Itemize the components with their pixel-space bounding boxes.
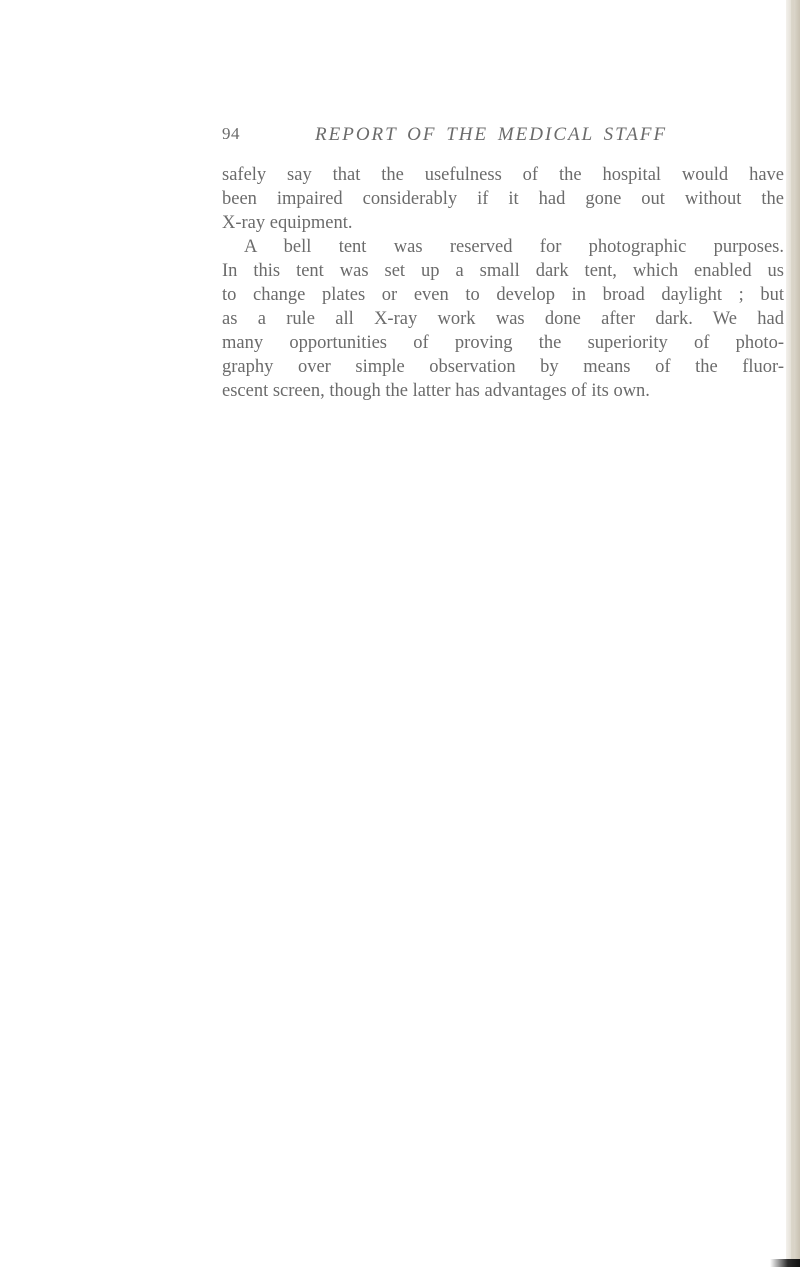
text-line: graphy over simple observation by means of the fluor- (222, 357, 784, 377)
corner-mark (770, 1259, 800, 1267)
body-text (222, 163, 784, 403)
running-head (222, 124, 784, 150)
page-edge-shadow (791, 0, 794, 1267)
text-line: to change plates or even to develop in broad daylight ; but (222, 285, 784, 305)
text-line: been impaired considerably if it had gone out without the (222, 189, 784, 209)
text-line: many opportunities of proving the superiority of photo- (222, 333, 784, 353)
text-line: In this tent was set up a small dark tent, which enabled us (222, 261, 784, 281)
page-number: 94 (222, 124, 240, 143)
text-line: safely say that the usefulness of the hospital would have (222, 165, 784, 185)
text-line: as a rule all X-ray work was done after dark. We had (222, 309, 784, 329)
running-head-title: REPORT OF THE MEDICAL STAFF (315, 124, 668, 145)
text-line: A bell tent was reserved for photographic purposes. (244, 237, 784, 257)
text-line: X-ray equipment. (222, 213, 353, 233)
text-line: escent screen, though the latter has advantages of its own. (222, 381, 650, 401)
